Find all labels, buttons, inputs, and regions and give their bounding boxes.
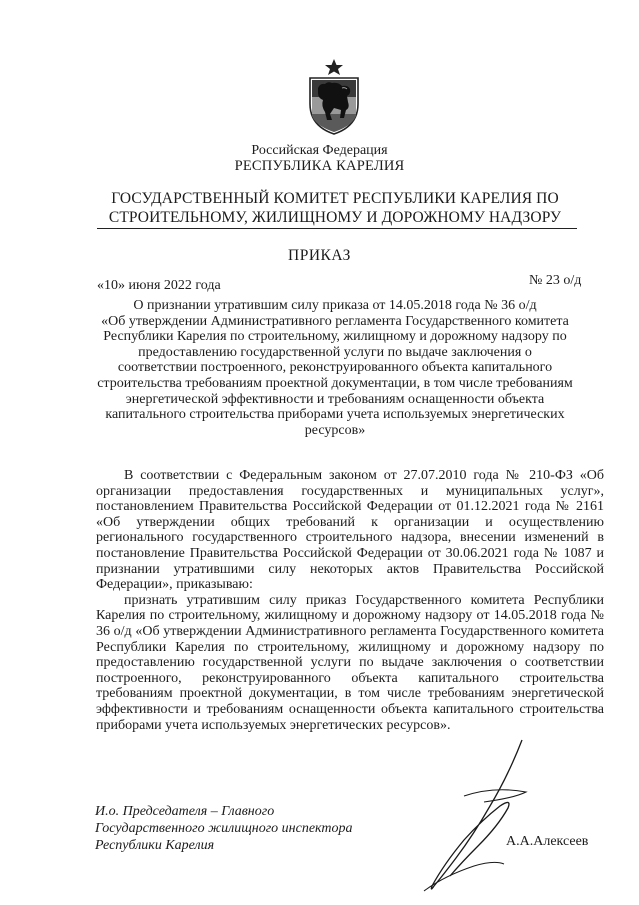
signatory-position-line: И.о. Председателя – Главного	[95, 804, 275, 819]
committee-line: СТРОИТЕЛЬНОМУ, ЖИЛИЩНОМУ И ДОРОЖНОМУ НАДЗОРУ	[108, 209, 562, 226]
subject-line: Республики Карелия по строительному, жилищному и дорожному надзору по	[103, 329, 567, 345]
document-subject	[96, 298, 574, 438]
document-date: «10» июня 2022 года	[97, 278, 221, 293]
document-number: № 23 о/д	[529, 273, 582, 288]
document-type-title: ПРИКАЗ	[288, 247, 351, 264]
coat-of-arms-icon	[304, 58, 364, 136]
subject-line: капитального строительства приборами учета используемых энергетических	[105, 407, 565, 423]
signatory-position	[95, 803, 353, 854]
body-paragraph: В соответствии с Федеральным законом от 27.07.2010 года № 210-ФЗ «Об организации предоставления государственных и муниципальных услуг», постановлением Правительства Российской Федерации от 01.12.2021 года № 2161 «Об утверждении общих требований к организации и осуществлению регионального государственного строительного надзора, внесении изменений в постановление Правительства Российской Федерации от 30.06.2021 года № 1087 и признании утратившими силу некоторых актов Правительства Российской Федерации», приказываю:	[96, 468, 604, 593]
committee-line: ГОСУДАРСТВЕННЫЙ КОМИТЕТ РЕСПУБЛИКИ КАРЕЛИЯ ПО	[111, 190, 559, 207]
header-divider	[97, 228, 577, 229]
republic-name: РЕСПУБЛИКА КАРЕЛИЯ	[234, 158, 405, 174]
subject-line: энергетической эффективности и требованиям оснащенности объекта	[125, 391, 545, 407]
subject-line: О признании утратившим силу приказа от 14.05.2018 года № 36 о/д	[133, 298, 537, 313]
body-paragraph: признать утратившим силу приказ Государственного комитета Республики Карелия по строительному, жилищному и дорожному надзору от 14.05.2018 года № 36 о/д «Об утверждении Административного регламента Государственного комитета Республики Карелия по строительному, жилищному и дорожному надзору по предоставлению государственной услуги по выдаче заключения о соответствии построенного, реконструированного объекта капитального строительства требованиям проектной документации, в том числе требованиям энергетической эффективности и требованиям оснащенности объекта капитального строительства приборами учета используемых энергетических ресурсов».	[96, 592, 604, 733]
subject-line: «Об утверждении Административного регламента Государственного комитета	[101, 313, 569, 329]
document-body	[96, 468, 604, 733]
subject-line: предоставлению государственной услуги по выдаче заключения о	[138, 344, 532, 360]
country-name: Российская Федерация	[251, 143, 388, 158]
subject-line: строительства требованиям проектной документации, в том числе требованиям	[97, 375, 573, 391]
subject-line: ресурсов»	[304, 422, 366, 438]
signatory-position-line: Государственного жилищного инспектора	[95, 821, 353, 836]
subject-line: соответствии построенного, реконструированного объекта капитального	[117, 360, 553, 376]
handwritten-signature	[404, 736, 534, 896]
committee-name	[100, 189, 570, 227]
signatory-name: А.А.Алексеев	[506, 834, 589, 849]
signatory-position-line: Республики Карелия	[95, 838, 215, 853]
